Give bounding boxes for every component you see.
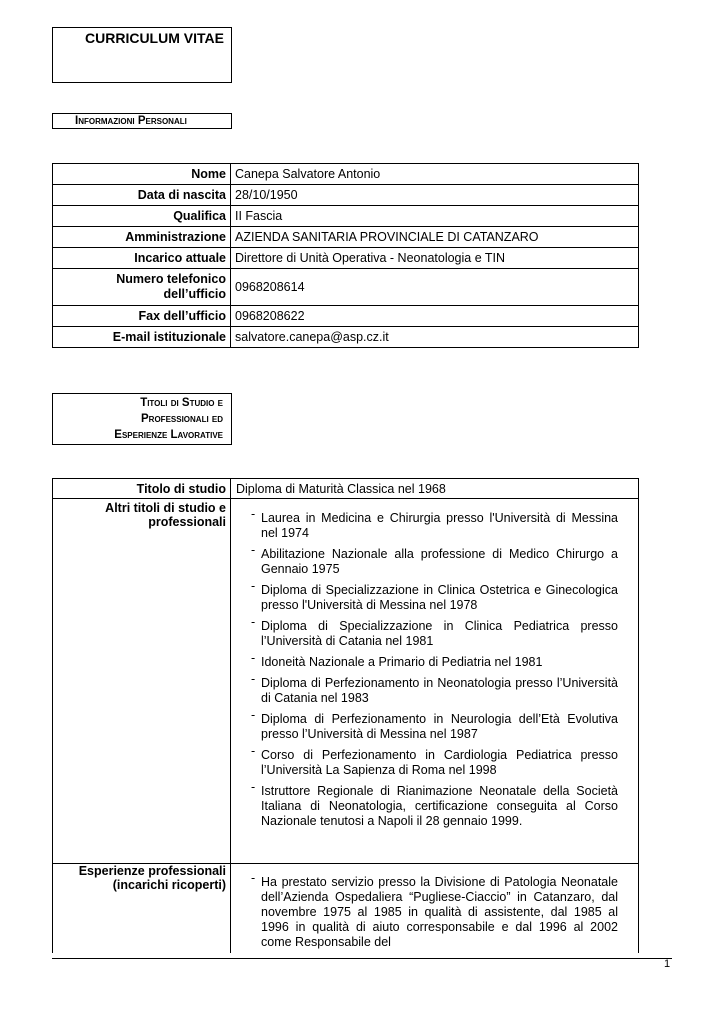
label-line: Esperienze professionali — [78, 864, 226, 878]
list-item-text: Diploma di Specializzazione in Clinica Ostetrica e Ginecologica presso l'Università di Messina nel 1978 — [261, 583, 618, 612]
label-titolo-studio — [52, 478, 231, 499]
table-row — [53, 185, 639, 206]
value-telefono: 0968208614 — [231, 269, 639, 306]
list-item: - Diploma di Specializzazione in Clinica Ostetrica e Ginecologica presso l'Università di Messina nel 1978 — [251, 579, 618, 612]
list-item: - Corso di Perfezionamento in Cardiologia Pediatrica presso l’Università La Sapienza di Roma nel 1998 — [251, 744, 618, 777]
section-titles-line: Professionali ed — [141, 413, 223, 425]
table-row — [53, 306, 639, 327]
value-incarico: Direttore di Unità Operativa - Neonatologia e TIN — [231, 248, 639, 269]
value-qualifica: II Fascia — [231, 206, 639, 227]
label-altri-titoli-text — [105, 501, 226, 529]
cv-title-box — [52, 27, 232, 83]
value-data-nascita: 28/10/1950 — [231, 185, 639, 206]
label-incarico: Incarico attuale — [53, 248, 231, 269]
label-telefono — [53, 269, 231, 306]
label-fax: Fax dell’ufficio — [53, 306, 231, 327]
list-item-text: Idoneità Nazionale a Primario di Pediatria nel 1981 — [261, 655, 543, 669]
label-email: E-mail istituzionale — [53, 327, 231, 348]
list-item-text: Corso di Perfezionamento in Cardiologia Pediatrica presso l’Università La Sapienza di Roma nel 1998 — [261, 748, 618, 777]
list-item: - Diploma di Perfezionamento in Neurologia dell’Età Evolutiva presso l’Università di Messina nel 1987 — [251, 708, 618, 741]
value-esperienze — [230, 863, 639, 953]
list-item-text: Diploma di Perfezionamento in Neonatologia presso l’Università di Catania nel 1983 — [261, 676, 618, 705]
table-row — [53, 248, 639, 269]
list-item: - Idoneità Nazionale a Primario di Pediatria nel 1981 — [251, 651, 543, 669]
list-item: - Laurea in Medicina e Chirurgia presso l'Università di Messina nel 1974 — [251, 507, 618, 540]
table-row — [53, 227, 639, 248]
list-item-text: Laurea in Medicina e Chirurgia presso l'Università di Messina nel 1974 — [261, 511, 618, 540]
altri-titoli-list — [251, 507, 618, 835]
list-item: - Istruttore Regionale di Rianimazione Neonatale della Società Italiana di Neonatologia, certificazione conseguita al Corso Nazionale tenutosi a Napoli il 28 gennaio 1999. — [251, 780, 618, 828]
section-titles-line: Esperienze Lavorative — [114, 429, 223, 441]
label-nome: Nome — [53, 164, 231, 185]
label-titolo-studio-text: Titolo di studio — [136, 482, 226, 496]
list-item: - Diploma di Perfezionamento in Neonatologia presso l’Università di Catania nel 1983 — [251, 672, 618, 705]
list-item-text: Diploma di Specializzazione in Clinica Pediatrica presso l’Università di Catania nel 1981 — [261, 619, 618, 648]
value-altri-titoli — [230, 498, 639, 864]
label-esperienze — [52, 863, 231, 953]
label-line: professionali — [148, 515, 226, 529]
label-esperienze-text — [79, 864, 226, 892]
label-altri-titoli — [52, 498, 231, 864]
section-titles-line: Titoli di Studio e — [140, 397, 223, 409]
label-line: Altri titoli di studio e — [105, 501, 226, 515]
label-qualifica: Qualifica — [53, 206, 231, 227]
table-row — [53, 327, 639, 348]
cv-title: CURRICULUM VITAE — [85, 30, 224, 46]
list-item-text: Ha prestato servizio presso la Divisione di Patologia Neonatale dell’Azienda Ospedaliera “Pugliese-Ciaccio” in Catanzaro, dal novembre 1975 al 1985 in qualità di assistente, dal 1985 al 1996 in qualità di aiuto corresponsabile e dal 1996 al 2002 come Responsabile del — [261, 875, 618, 949]
section-titles-title — [114, 395, 223, 443]
table-row — [53, 206, 639, 227]
label-telefono-text: Numero telefonico dell’ufficio — [116, 272, 226, 301]
label-line: (incarichi ricoperti) — [112, 878, 226, 892]
footer-divider — [52, 958, 672, 959]
esperienze-list — [251, 871, 618, 956]
label-data-nascita: Data di nascita — [53, 185, 231, 206]
value-email: salvatore.canepa@asp.cz.it — [231, 327, 639, 348]
value-nome: Canepa Salvatore Antonio — [231, 164, 639, 185]
label-amministrazione: Amministrazione — [53, 227, 231, 248]
list-item-text: Istruttore Regionale di Rianimazione Neonatale della Società Italiana di Neonatologia, certificazione conseguita al Corso Nazionale tenutosi a Napoli il 28 gennaio 1999. — [261, 784, 618, 828]
list-item: - Abilitazione Nazionale alla professione di Medico Chirurgo a Gennaio 1975 — [251, 543, 618, 576]
value-titolo-studio — [230, 478, 639, 499]
value-fax: 0968208622 — [231, 306, 639, 327]
section-titles-header — [52, 393, 232, 445]
list-item-text: Abilitazione Nazionale alla professione di Medico Chirurgo a Gennaio 1975 — [261, 547, 618, 576]
list-item-text: Diploma di Perfezionamento in Neurologia dell’Età Evolutiva presso l’Università di Messina nel 1987 — [261, 712, 618, 741]
table-row — [53, 164, 639, 185]
list-item: - Diploma di Specializzazione in Clinica Pediatrica presso l’Università di Catania nel 1981 — [251, 615, 618, 648]
personal-info-table — [52, 163, 639, 348]
page-number: 1 — [664, 958, 671, 970]
section-personal-info-title: Informazioni Personali — [75, 115, 187, 127]
list-item: - Ha prestato servizio presso la Divisione di Patologia Neonatale dell’Azienda Ospedaliera “Pugliese-Ciaccio” in Catanzaro, dal novembre 1975 al 1985 in qualità di assistente, dal 1985 al 1996 in qualità di aiuto corresponsabile e dal 1996 al 2002 come Responsabile del — [251, 871, 618, 949]
section-personal-info-header — [52, 113, 232, 129]
value-amministrazione: AZIENDA SANITARIA PROVINCIALE DI CATANZARO — [231, 227, 639, 248]
table-row — [53, 269, 639, 306]
value-titolo-studio-text: Diploma di Maturità Classica nel 1968 — [236, 482, 446, 496]
